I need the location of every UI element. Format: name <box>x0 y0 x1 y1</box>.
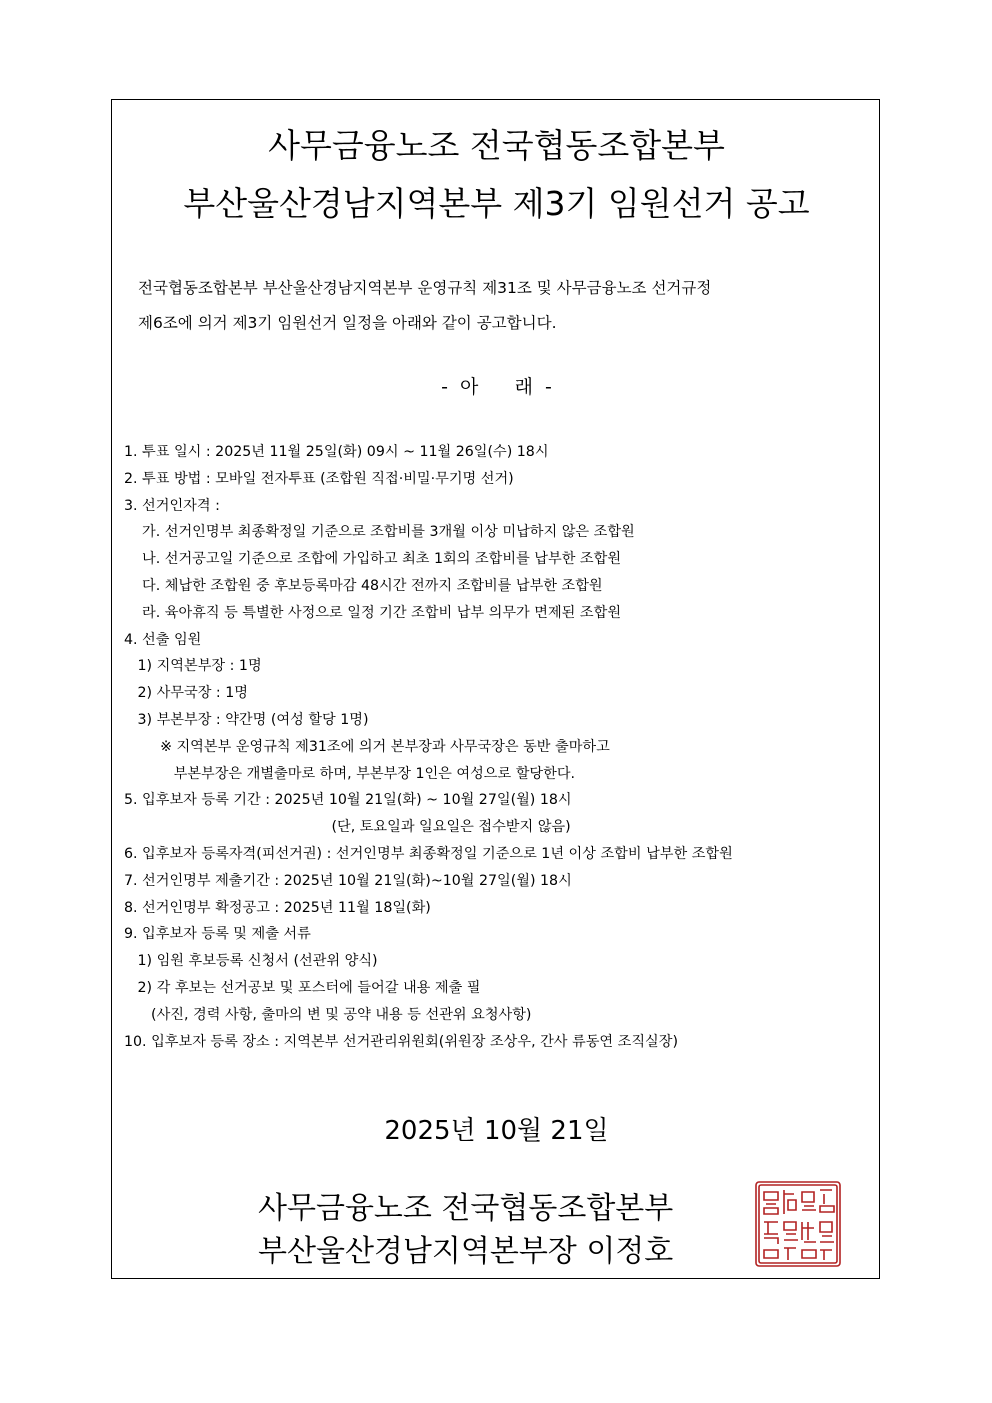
below-heading: - 아 래 - <box>441 376 552 398</box>
item-line: 가. 선거인명부 최종확정일 기준으로 조합비를 3개월 이상 미납하지 않은 조합원 <box>124 524 635 541</box>
item-line: 1. 투표 일시 : 2025년 11월 25일(화) 09시 ~ 11월 26일(수) 18시 <box>124 444 549 460</box>
item-line: 4. 선출 임원 <box>124 631 202 648</box>
item-line: (사진, 경력 사항, 출마의 변 및 공약 내용 등 선관위 요청사항) <box>124 1006 532 1023</box>
item-line: 나. 선거공고일 기준으로 조합에 가입하고 최초 1회의 조합비를 납부한 조합원 <box>124 551 622 568</box>
intro-line1: 전국협동조합본부 부산울산경남지역본부 운영규칙 제31조 및 사무금융노조 선거규정 <box>138 279 712 297</box>
notice-frame <box>111 99 880 1279</box>
item-line: 2) 사무국장 : 1명 <box>124 685 248 702</box>
item-line: (단, 토요일과 일요일은 접수받지 않음) <box>124 819 571 836</box>
notice-items <box>124 439 879 1055</box>
intro-line2: 제6조에 의거 제3기 임원선거 일정을 아래와 같이 공고합니다. <box>138 314 557 332</box>
notice-title-line1: 사무금융노조 전국협동조합본부 <box>268 126 725 165</box>
item-line: 1) 임원 후보등록 신청서 (선관위 양식) <box>124 953 378 970</box>
item-line: 7. 선거인명부 제출기간 : 2025년 10월 21일(화)~10월 27일(월) 18시 <box>124 872 572 889</box>
item-line: 9. 입후보자 등록 및 제출 서류 <box>124 926 311 943</box>
item-line: 8. 선거인명부 확정공고 : 2025년 11월 18일(화) <box>124 899 431 916</box>
item-line: 6. 입후보자 등록자격(피선거권) : 선거인명부 최종확정일 기준으로 1년 이상 조합비 납부한 조합원 <box>124 845 733 862</box>
item-line: 2. 투표 방법 : 모바일 전자투표 (조합원 직접·비밀·무기명 선거) <box>124 470 514 487</box>
item-line: 1) 지역본부장 : 1명 <box>124 658 262 675</box>
item-line: 라. 육아휴직 등 특별한 사정으로 일정 기간 조합비 납부 의무가 면제된 조합원 <box>124 604 622 621</box>
item-line: 3. 선거인자격 : <box>124 497 220 514</box>
item-line: ※ 지역본부 운영규칙 제31조에 의거 본부장과 사무국장은 동반 출마하고 <box>124 738 610 755</box>
signature-line2: 부산울산경남지역본부장 이정호 <box>258 1234 674 1269</box>
notice-title-line2: 부산울산경남지역본부 제3기 임원선거 공고 <box>183 184 810 223</box>
notice-date: 2025년 10월 21일 <box>384 1116 609 1146</box>
signature-line1: 사무금융노조 전국협동조합본부 <box>258 1191 674 1226</box>
official-seal-icon <box>754 1180 842 1268</box>
item-line: 부본부장은 개별출마로 하며, 부본부장 1인은 여성으로 할당한다. <box>124 765 576 782</box>
item-line: 10. 입후보자 등록 장소 : 지역본부 선거관리위원회(위원장 조상우, 간사 류동연 조직실장) <box>124 1033 678 1050</box>
item-line: 2) 각 후보는 선거공보 및 포스터에 들어갈 내용 제출 필 <box>124 979 481 996</box>
item-line: 5. 입후보자 등록 기간 : 2025년 10월 21일(화) ~ 10월 27일(월) 18시 <box>124 792 572 809</box>
item-line: 3) 부본부장 : 약간명 (여성 할당 1명) <box>124 711 369 728</box>
item-line: 다. 체납한 조합원 중 후보등록마감 48시간 전까지 조합비를 납부한 조합원 <box>124 577 603 594</box>
